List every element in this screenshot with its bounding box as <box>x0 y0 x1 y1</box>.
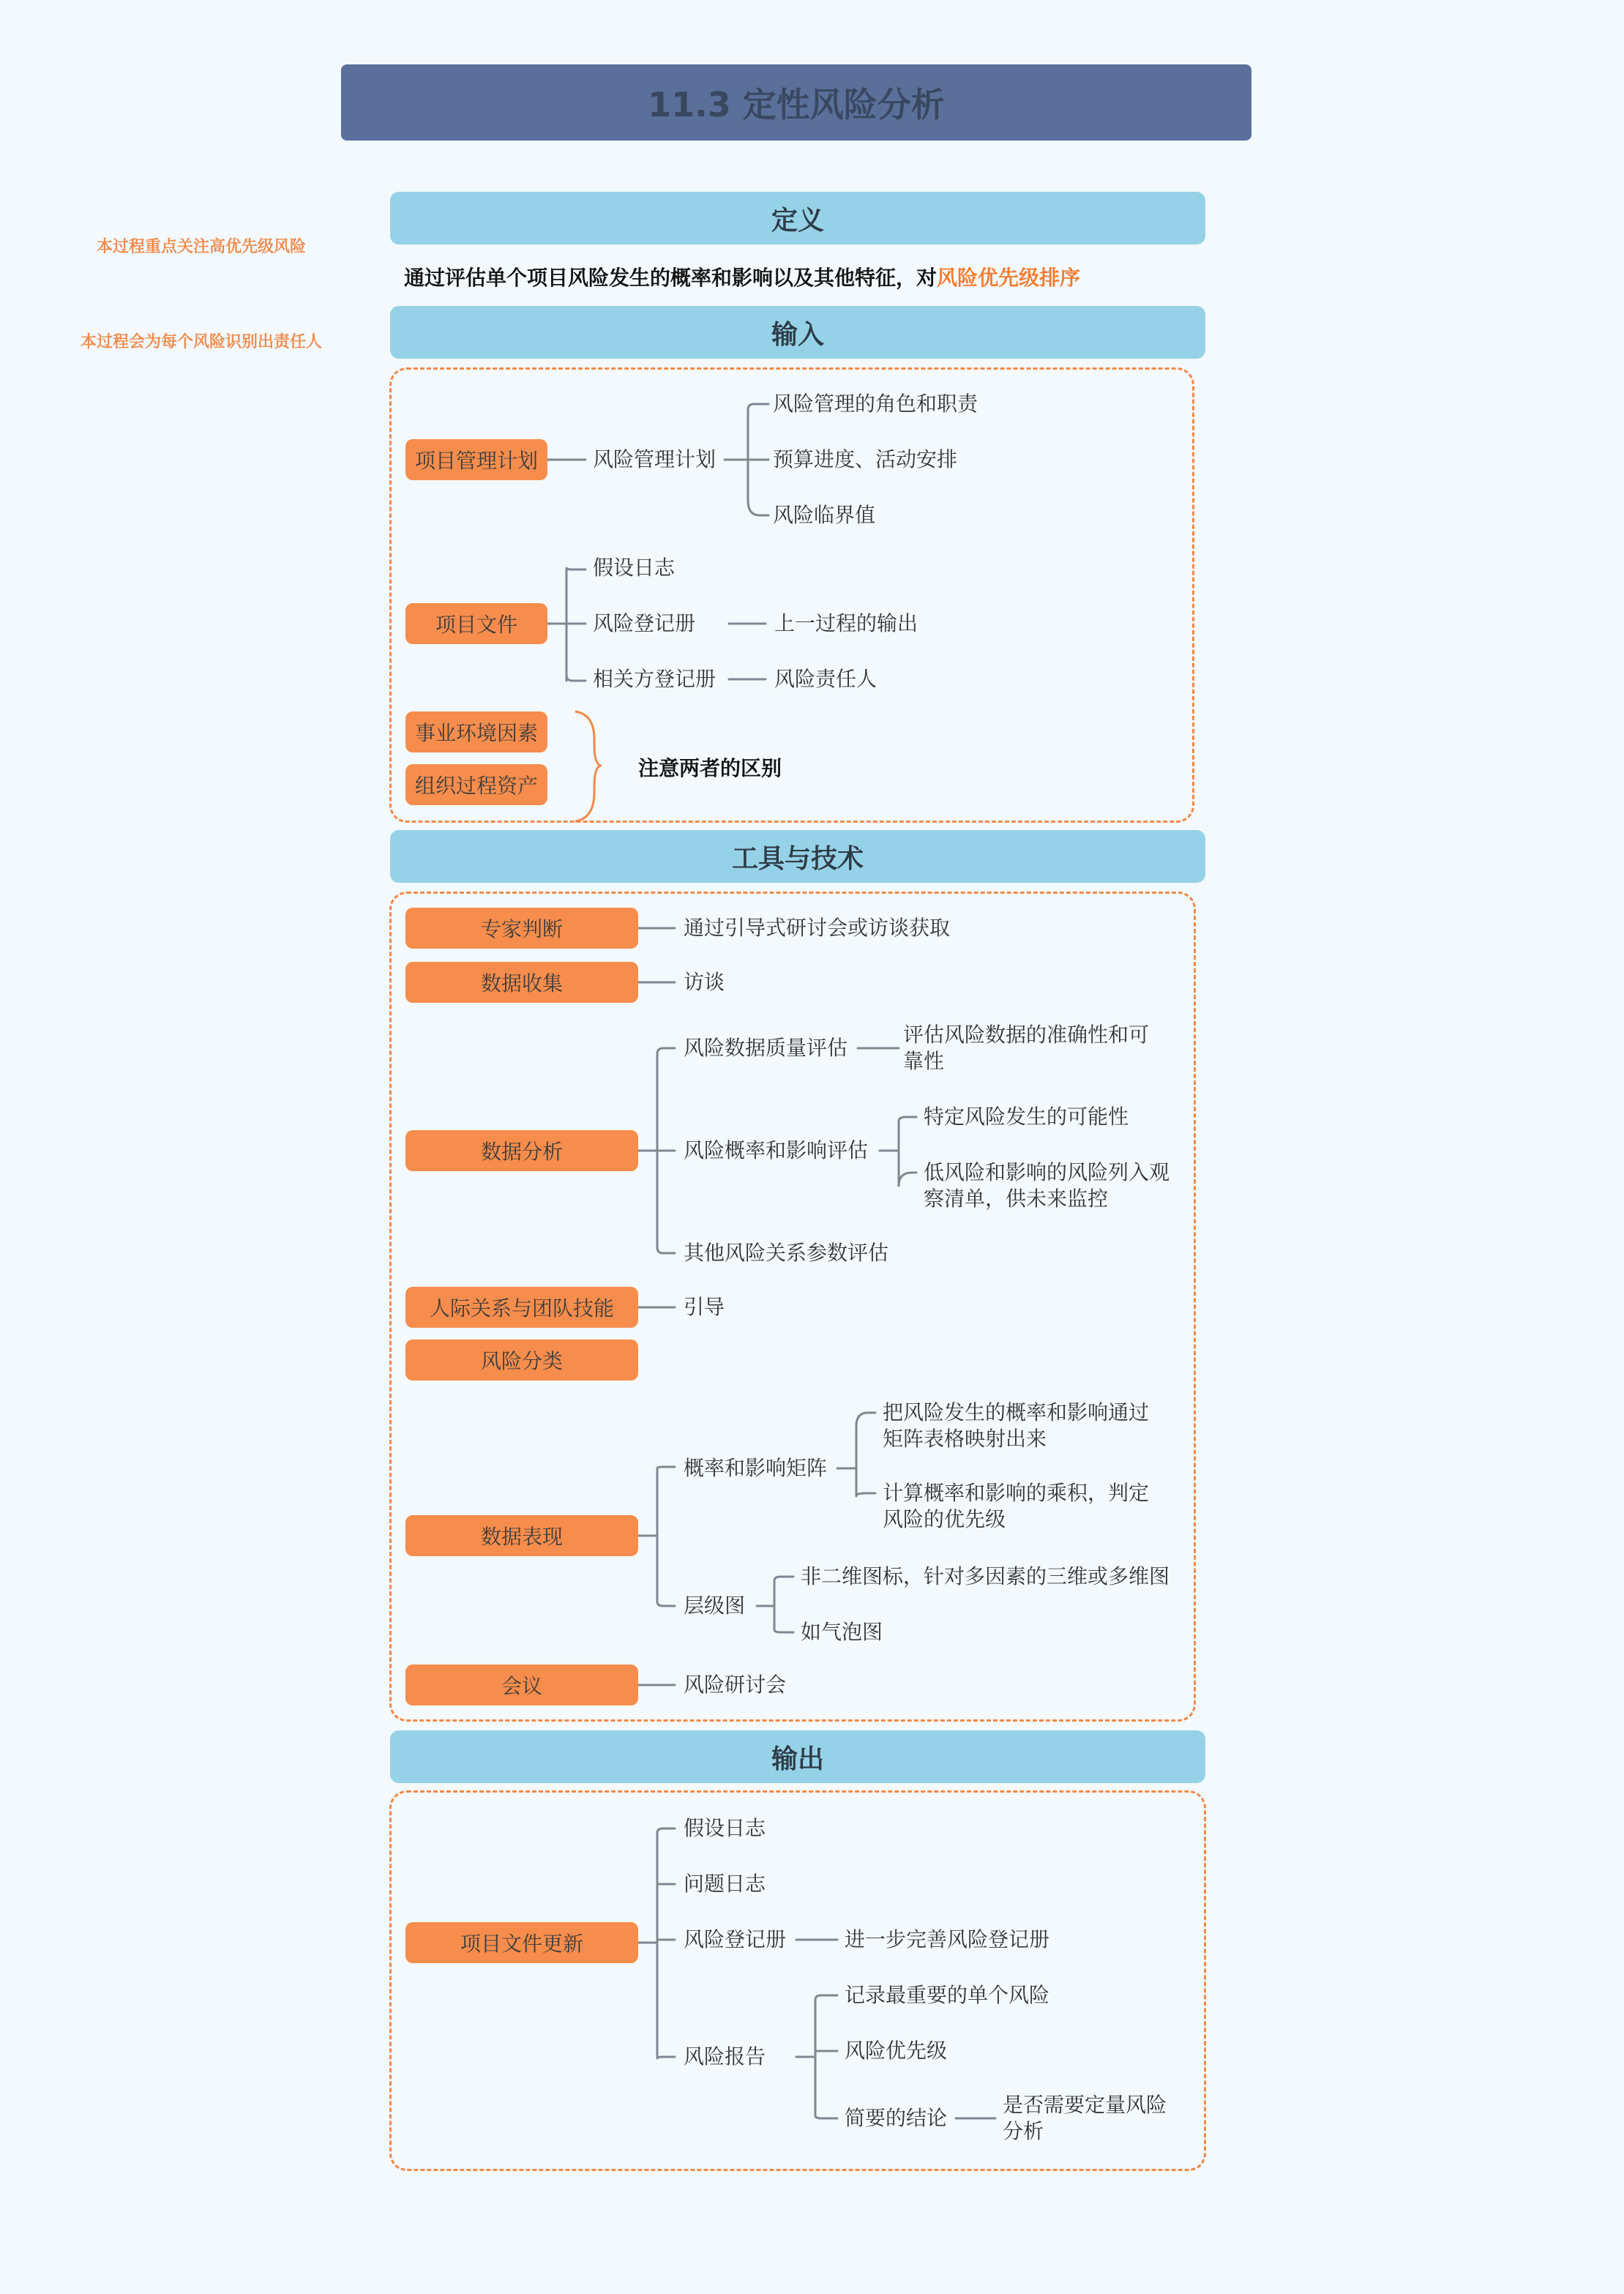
node-data-representation: 数据表现 <box>405 1515 638 1556</box>
node-risk-workshop: 风险研讨会 <box>684 1673 787 1697</box>
node-stakeholder-register: 相关方登记册 <box>593 667 716 691</box>
node-expert-child: 通过引导式研讨会或访谈获取 <box>684 916 951 940</box>
node-multidim-chart: 非二维图标，针对多因素的三维或多维图 <box>801 1564 1170 1588</box>
definition-text <box>404 262 1080 291</box>
node-roles: 风险管理的角色和职责 <box>773 392 978 416</box>
node-data-collection: 数据收集 <box>405 962 638 1003</box>
node-project-docs-updates: 项目文件更新 <box>405 1922 638 1963</box>
node-opa: 组织过程资产 <box>405 764 547 805</box>
node-brief-conclusion: 简要的结论 <box>845 2106 948 2130</box>
node-risk-priority: 风险优先级 <box>845 2039 948 2063</box>
node-eef: 事业环境因素 <box>405 711 547 752</box>
page-title: 11.3 定性风险分析 <box>341 64 1251 141</box>
node-quality-assessment: 风险数据质量评估 <box>684 1036 848 1060</box>
node-likelihood: 特定风险发生的可能性 <box>924 1105 1129 1129</box>
definition-highlight: 风险优先级排序 <box>937 266 1081 290</box>
node-issue-log: 问题日志 <box>684 1872 766 1896</box>
node-budget-schedule: 预算进度、活动安排 <box>773 447 958 471</box>
node-pm-plan: 项目管理计划 <box>405 439 547 480</box>
node-risk-categorization: 风险分类 <box>405 1340 638 1380</box>
node-interpersonal: 人际关系与团队技能 <box>405 1287 638 1328</box>
node-prev-output: 上一过程的输出 <box>774 611 918 635</box>
node-project-docs: 项目文件 <box>405 603 547 644</box>
node-out-assumption-log: 假设日志 <box>684 1816 766 1840</box>
node-matrix-product: 计算概率和影响的乘积，判定风险的优先级 <box>883 1481 1150 1531</box>
inputs-frame <box>389 367 1194 823</box>
section-definition-header: 定义 <box>390 192 1205 244</box>
section-outputs-header: 输出 <box>390 1730 1205 1783</box>
node-risk-owner: 风险责任人 <box>774 667 878 691</box>
node-quality-note: 评估风险数据的准确性和可靠性 <box>903 1023 1150 1073</box>
note-difference: 注意两者的区别 <box>638 756 782 780</box>
node-facilitation: 引导 <box>684 1295 725 1319</box>
node-watch-list: 低风险和影响的风险列入观察清单，供未来监控 <box>924 1160 1170 1211</box>
node-risk-report: 风险报告 <box>684 2044 766 2069</box>
node-expert-judgment: 专家判断 <box>405 908 638 949</box>
section-tools-header: 工具与技术 <box>390 830 1205 883</box>
side-note-priority: 本过程重点关注高优先级风险 <box>97 238 307 256</box>
node-assumption-log: 假设日志 <box>593 556 676 580</box>
node-risk-register: 风险登记册 <box>593 611 696 635</box>
node-out-risk-register: 风险登记册 <box>684 1927 787 1951</box>
node-threshold: 风险临界值 <box>773 503 876 527</box>
node-risk-mgmt-plan: 风险管理计划 <box>593 447 716 471</box>
node-pi-matrix: 概率和影响矩阵 <box>684 1456 828 1480</box>
node-refine-register: 进一步完善风险登记册 <box>845 1927 1050 1951</box>
node-hierarchy-chart: 层级图 <box>684 1594 746 1618</box>
section-inputs-header: 输入 <box>390 306 1205 359</box>
node-prob-impact-assessment: 风险概率和影响评估 <box>684 1138 869 1162</box>
side-note-owner: 本过程会为每个风险识别出责任人 <box>81 333 323 351</box>
node-bubble-chart: 如气泡图 <box>801 1620 883 1644</box>
node-meetings: 会议 <box>405 1665 638 1705</box>
node-quant-needed: 是否需要定量风险分析 <box>1003 2093 1167 2143</box>
definition-main: 通过评估单个项目风险发生的概率和影响以及其他特征，对 <box>404 266 938 290</box>
node-matrix-mapping: 把风险发生的概率和影响通过矩阵表格映射出来 <box>883 1400 1150 1451</box>
node-other-params: 其他风险关系参数评估 <box>684 1241 889 1265</box>
node-interview: 访谈 <box>684 970 725 994</box>
node-data-analysis: 数据分析 <box>405 1130 638 1171</box>
node-top-risks: 记录最重要的单个风险 <box>845 1983 1050 2007</box>
